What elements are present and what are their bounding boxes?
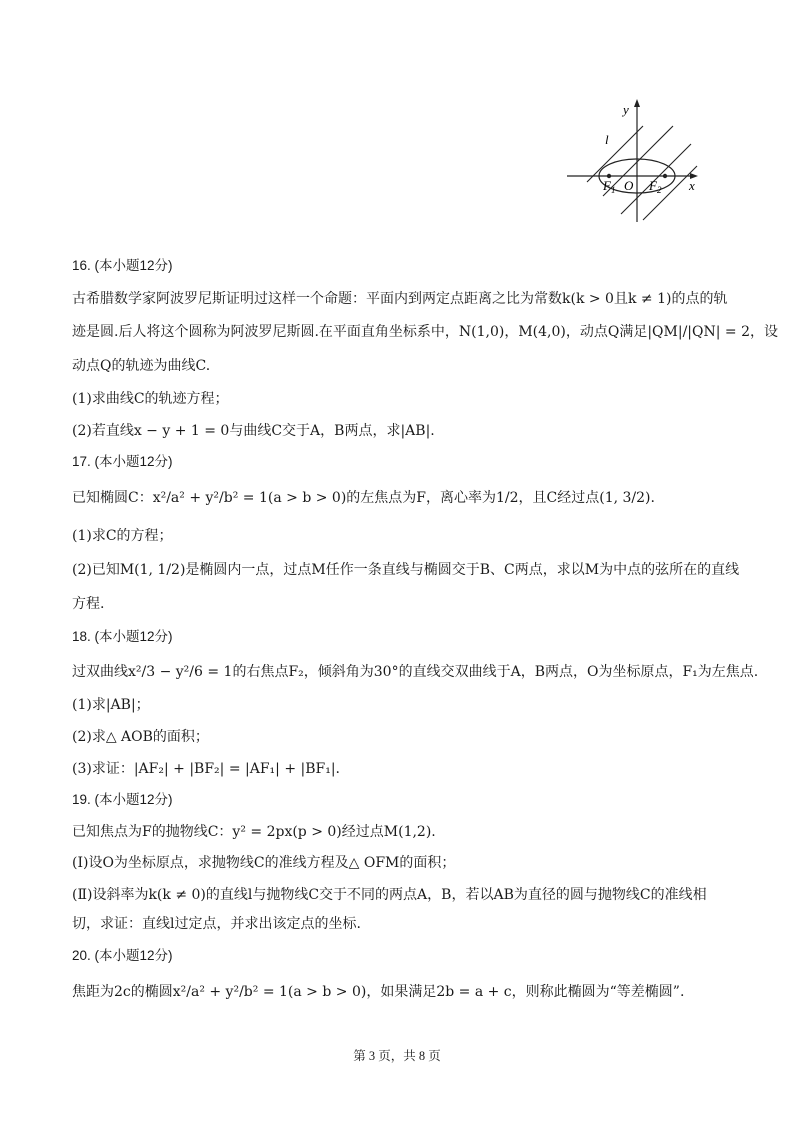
y-axis-arrow xyxy=(634,99,640,107)
parallel-line-4 xyxy=(643,166,697,220)
q16-paragraph-line: 动点Q的轨迹为曲线C. xyxy=(72,358,211,374)
q18-paragraph-line: 过双曲线x²/3 − y²/6 = 1的右焦点F₂，倾斜角为30°的直线交双曲线于A，B两点，O为坐标原点，F₁为左焦点. xyxy=(72,664,759,680)
q17-subquestion-2-cont: 方程. xyxy=(72,596,105,612)
q16-subquestion-2: (2)若直线x − y + 1 = 0与曲线C交于A，B两点，求|AB|. xyxy=(72,423,435,439)
q20-paragraph-line: 焦距为2c的椭圆x²/a² + y²/b² = 1(a > b > 0)，如果满足2b = a + c，则称此椭圆为“等差椭圆”. xyxy=(72,984,685,1000)
q17-heading: 17. (本小题12分) xyxy=(72,454,173,469)
q16-paragraph-line: 迹是圆.后人将这个圆称为阿波罗尼斯圆.在平面直角坐标系中，N(1,0)，M(4,0)，动点Q满足|QM|/|QN| = 2，设 xyxy=(72,324,778,340)
focus-f2-label: $F_2$ xyxy=(649,178,662,195)
parallel-line-1 xyxy=(587,126,643,182)
x-axis-label: x xyxy=(689,178,695,193)
q18-heading: 18. (本小题12分) xyxy=(72,629,173,644)
q18-subquestion-3: (3)求证：|AF₂| + |BF₂| = |AF₁| + |BF₁|. xyxy=(72,761,341,777)
q16-subquestion-1: (1)求曲线C的轨迹方程； xyxy=(72,391,229,407)
q17-subquestion-2: (2)已知M(1, 1/2)是椭圆内一点，过点M任作一条直线与椭圆交于B、C两点，求以M为中点的弦所在的直线 xyxy=(72,562,740,578)
q16-heading: 16. (本小题12分) xyxy=(72,258,173,273)
y-axis-label: y xyxy=(623,102,629,117)
q18-subquestion-1: (1)求|AB|； xyxy=(72,697,150,713)
q19-subquestion-2: (Ⅱ)设斜率为k(k ≠ 0)的直线l与抛物线C交于不同的两点A，B，若以AB为直径的圆与抛物线C的准线相 xyxy=(72,887,707,903)
q18-subquestion-2: (2)求△ AOB的面积； xyxy=(72,729,209,745)
origin-label: O xyxy=(624,178,634,193)
ellipse-diagram xyxy=(565,96,705,224)
q19-heading: 19. (本小题12分) xyxy=(72,792,173,807)
q19-paragraph-line: 已知焦点为F的抛物线C：y² = 2px(p > 0)经过点M(1,2). xyxy=(72,824,436,840)
focus-f2-point xyxy=(663,174,667,178)
q16-paragraph-line: 古希腊数学家阿波罗尼斯证明过这样一个命题：平面内到两定点距离之比为常数k(k > 0且k ≠ 1)的点的轨 xyxy=(72,291,728,307)
q19-subquestion-2-cont: 切，求证：直线l过定点，并求出该定点的坐标. xyxy=(72,916,361,932)
line-l-label: l xyxy=(605,132,609,147)
q20-heading: 20. (本小题12分) xyxy=(72,948,173,963)
page-footer: 第 3 页，共 8 页 xyxy=(353,1049,441,1063)
focus-f1-label: $F_1$ xyxy=(603,178,616,195)
q17-paragraph-line: 已知椭圆C：x²/a² + y²/b² = 1(a > b > 0)的左焦点为F，离心率为1/2，且C经过点(1, 3/2). xyxy=(72,490,655,506)
q19-subquestion-1: (Ⅰ)设O为坐标原点，求抛物线C的准线方程及△ OFM的面积； xyxy=(72,855,456,871)
q17-subquestion-1: (1)求C的方程； xyxy=(72,528,173,544)
